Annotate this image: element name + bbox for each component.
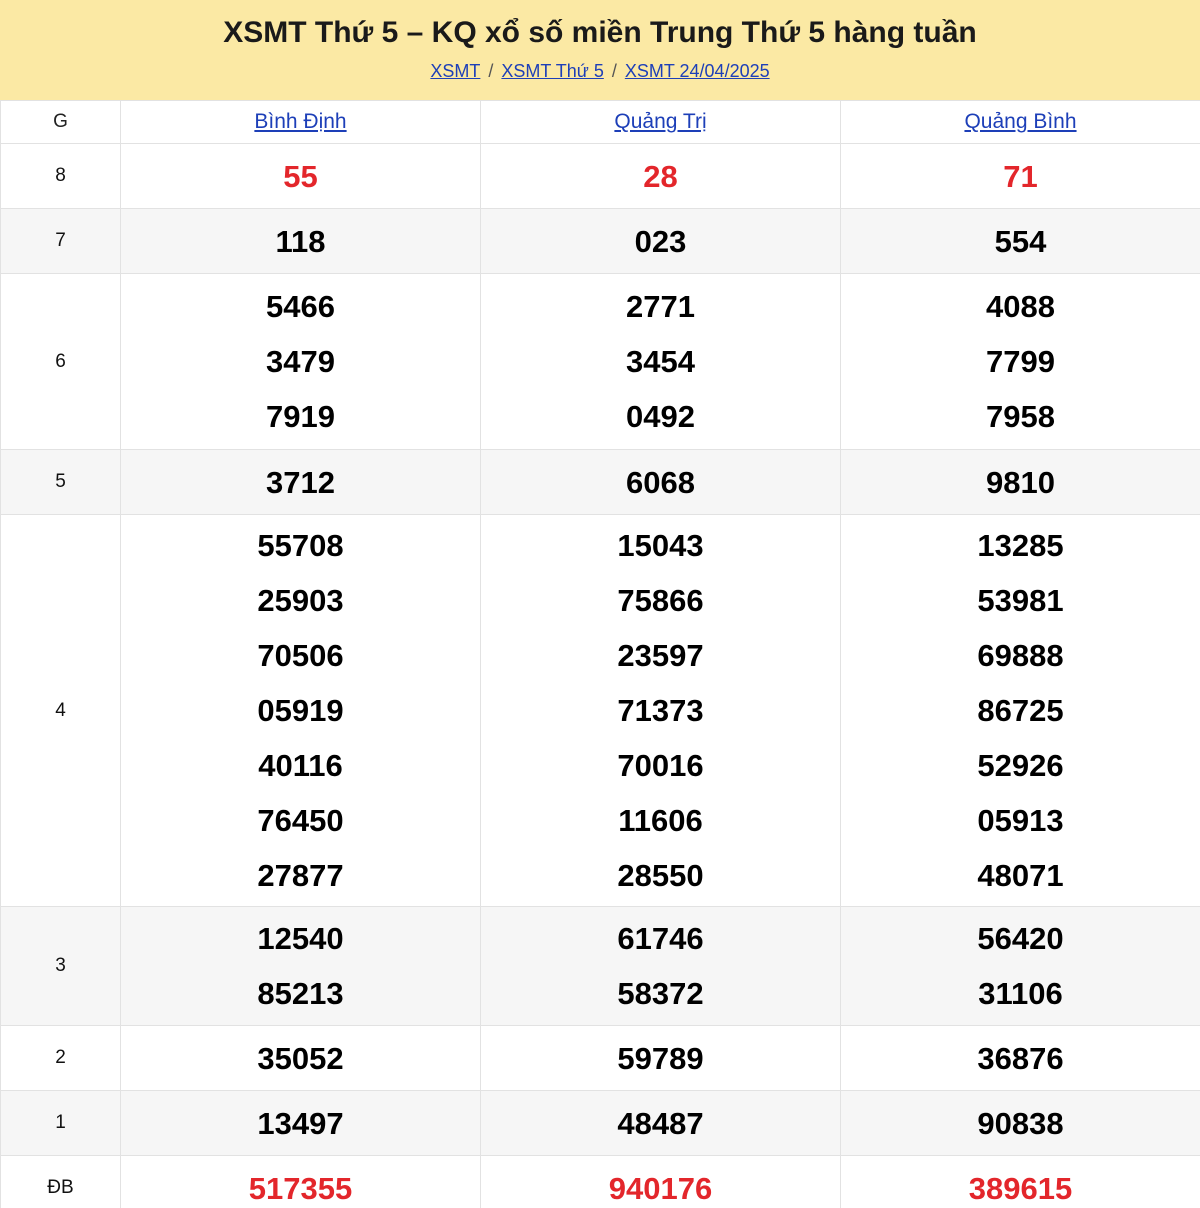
prize-row bbox=[1, 907, 1200, 1026]
result-number: 76450 bbox=[257, 803, 344, 838]
result-cell bbox=[481, 907, 841, 1026]
result-number: 71373 bbox=[617, 693, 704, 728]
result-number: 389615 bbox=[968, 1170, 1073, 1206]
result-cell bbox=[121, 1091, 481, 1156]
result-number: 35052 bbox=[257, 1040, 344, 1076]
result-number: 25903 bbox=[257, 583, 344, 618]
province-header bbox=[121, 101, 481, 144]
prize-row bbox=[1, 1156, 1200, 1208]
result-number: 70016 bbox=[617, 748, 704, 783]
result-number: 3454 bbox=[626, 344, 695, 379]
result-number: 13497 bbox=[257, 1105, 344, 1141]
result-number: 05919 bbox=[257, 693, 344, 728]
province-header bbox=[481, 101, 841, 144]
province-header bbox=[841, 101, 1200, 144]
result-number: 6068 bbox=[626, 464, 695, 500]
prize-column-header: G bbox=[1, 101, 121, 144]
prize-label: ĐB bbox=[1, 1156, 121, 1208]
breadcrumb-separator: / bbox=[488, 61, 494, 81]
result-number: 58372 bbox=[617, 976, 704, 1011]
result-number: 118 bbox=[275, 223, 326, 259]
result-number: 48071 bbox=[977, 858, 1064, 893]
result-number: 90838 bbox=[977, 1105, 1064, 1141]
result-cell bbox=[121, 907, 481, 1026]
prize-label: 8 bbox=[1, 144, 121, 209]
result-number: 48487 bbox=[617, 1105, 704, 1141]
result-cell bbox=[841, 1156, 1200, 1208]
result-number: 3712 bbox=[266, 464, 335, 500]
result-cell bbox=[121, 515, 481, 907]
result-number: 28 bbox=[643, 158, 678, 194]
result-number: 61746 bbox=[617, 921, 704, 956]
result-number: 517355 bbox=[248, 1170, 353, 1206]
result-number: 0492 bbox=[626, 399, 695, 434]
result-number: 5466 bbox=[266, 289, 335, 324]
prize-label: 2 bbox=[1, 1026, 121, 1091]
result-number: 28550 bbox=[617, 858, 704, 893]
result-number: 31106 bbox=[978, 976, 1063, 1011]
result-cell bbox=[121, 1156, 481, 1208]
result-number: 55 bbox=[283, 158, 318, 194]
result-number: 70506 bbox=[257, 638, 344, 673]
result-cell bbox=[121, 144, 481, 209]
result-number: 71 bbox=[1003, 158, 1038, 194]
result-cell bbox=[481, 450, 841, 515]
result-number: 3479 bbox=[266, 344, 335, 379]
prize-label: 3 bbox=[1, 907, 121, 1026]
page-header bbox=[0, 0, 1200, 100]
breadcrumb-link-xsmt[interactable]: XSMT bbox=[430, 61, 481, 81]
result-number: 7799 bbox=[986, 344, 1055, 379]
result-number: 52926 bbox=[977, 748, 1064, 783]
result-number: 56420 bbox=[977, 921, 1064, 956]
prize-row bbox=[1, 144, 1200, 209]
prize-label: 6 bbox=[1, 274, 121, 450]
result-number: 59789 bbox=[617, 1040, 704, 1076]
prize-label: 7 bbox=[1, 209, 121, 274]
prize-row bbox=[1, 274, 1200, 450]
result-number: 36876 bbox=[977, 1040, 1064, 1076]
breadcrumb bbox=[0, 60, 1200, 82]
result-cell bbox=[481, 1091, 841, 1156]
result-cell bbox=[121, 450, 481, 515]
result-number: 554 bbox=[994, 223, 1047, 259]
result-cell bbox=[841, 1026, 1200, 1091]
prize-row bbox=[1, 1026, 1200, 1091]
result-cell bbox=[841, 274, 1200, 450]
result-cell bbox=[841, 907, 1200, 1026]
result-cell bbox=[481, 274, 841, 450]
result-cell bbox=[481, 1026, 841, 1091]
province-link-quang-tri[interactable]: Quảng Trị bbox=[614, 110, 707, 133]
breadcrumb-separator: / bbox=[611, 61, 617, 81]
result-number: 86725 bbox=[977, 693, 1064, 728]
province-link-quang-binh[interactable]: Quảng Bình bbox=[964, 110, 1077, 133]
result-number: 4088 bbox=[986, 289, 1055, 324]
prize-row bbox=[1, 515, 1200, 907]
result-number: 940176 bbox=[608, 1170, 713, 1206]
result-number: 7919 bbox=[266, 399, 335, 434]
table-header-row bbox=[1, 101, 1200, 144]
result-cell bbox=[841, 209, 1200, 274]
result-number: 05913 bbox=[977, 803, 1064, 838]
result-cell bbox=[841, 144, 1200, 209]
result-cell bbox=[481, 1156, 841, 1208]
result-cell bbox=[841, 450, 1200, 515]
result-number: 023 bbox=[634, 223, 687, 259]
result-number: 9810 bbox=[986, 464, 1055, 500]
results-table bbox=[0, 100, 1200, 1208]
prize-label: 1 bbox=[1, 1091, 121, 1156]
result-cell bbox=[481, 209, 841, 274]
breadcrumb-link-xsmt-thu-5[interactable]: XSMT Thứ 5 bbox=[501, 61, 604, 81]
result-cell bbox=[121, 209, 481, 274]
result-cell bbox=[481, 515, 841, 907]
result-number: 11606 bbox=[618, 803, 703, 838]
result-number: 7958 bbox=[986, 399, 1055, 434]
prize-row bbox=[1, 450, 1200, 515]
prize-label: 4 bbox=[1, 515, 121, 907]
page-title: XSMT Thứ 5 – KQ xổ số miền Trung Thứ 5 hàng tuần bbox=[223, 16, 977, 49]
result-cell bbox=[121, 1026, 481, 1091]
result-cell bbox=[481, 144, 841, 209]
result-number: 13285 bbox=[977, 528, 1064, 563]
result-cell bbox=[121, 274, 481, 450]
result-number: 55708 bbox=[257, 528, 344, 563]
prize-label: 5 bbox=[1, 450, 121, 515]
result-number: 2771 bbox=[626, 289, 695, 324]
province-link-binh-dinh[interactable]: Bình Định bbox=[254, 110, 347, 133]
result-number: 23597 bbox=[617, 638, 704, 673]
breadcrumb-link-xsmt-date[interactable]: XSMT 24/04/2025 bbox=[624, 61, 770, 81]
result-number: 75866 bbox=[617, 583, 704, 618]
result-number: 85213 bbox=[257, 976, 344, 1011]
result-number: 12540 bbox=[257, 921, 344, 956]
result-cell bbox=[841, 515, 1200, 907]
result-number: 40116 bbox=[258, 748, 343, 783]
prize-row bbox=[1, 1091, 1200, 1156]
result-number: 27877 bbox=[257, 858, 344, 893]
result-number: 53981 bbox=[977, 583, 1064, 618]
result-number: 15043 bbox=[617, 528, 704, 563]
results-body bbox=[1, 144, 1200, 1208]
prize-row bbox=[1, 209, 1200, 274]
result-number: 69888 bbox=[977, 638, 1064, 673]
result-cell bbox=[841, 1091, 1200, 1156]
